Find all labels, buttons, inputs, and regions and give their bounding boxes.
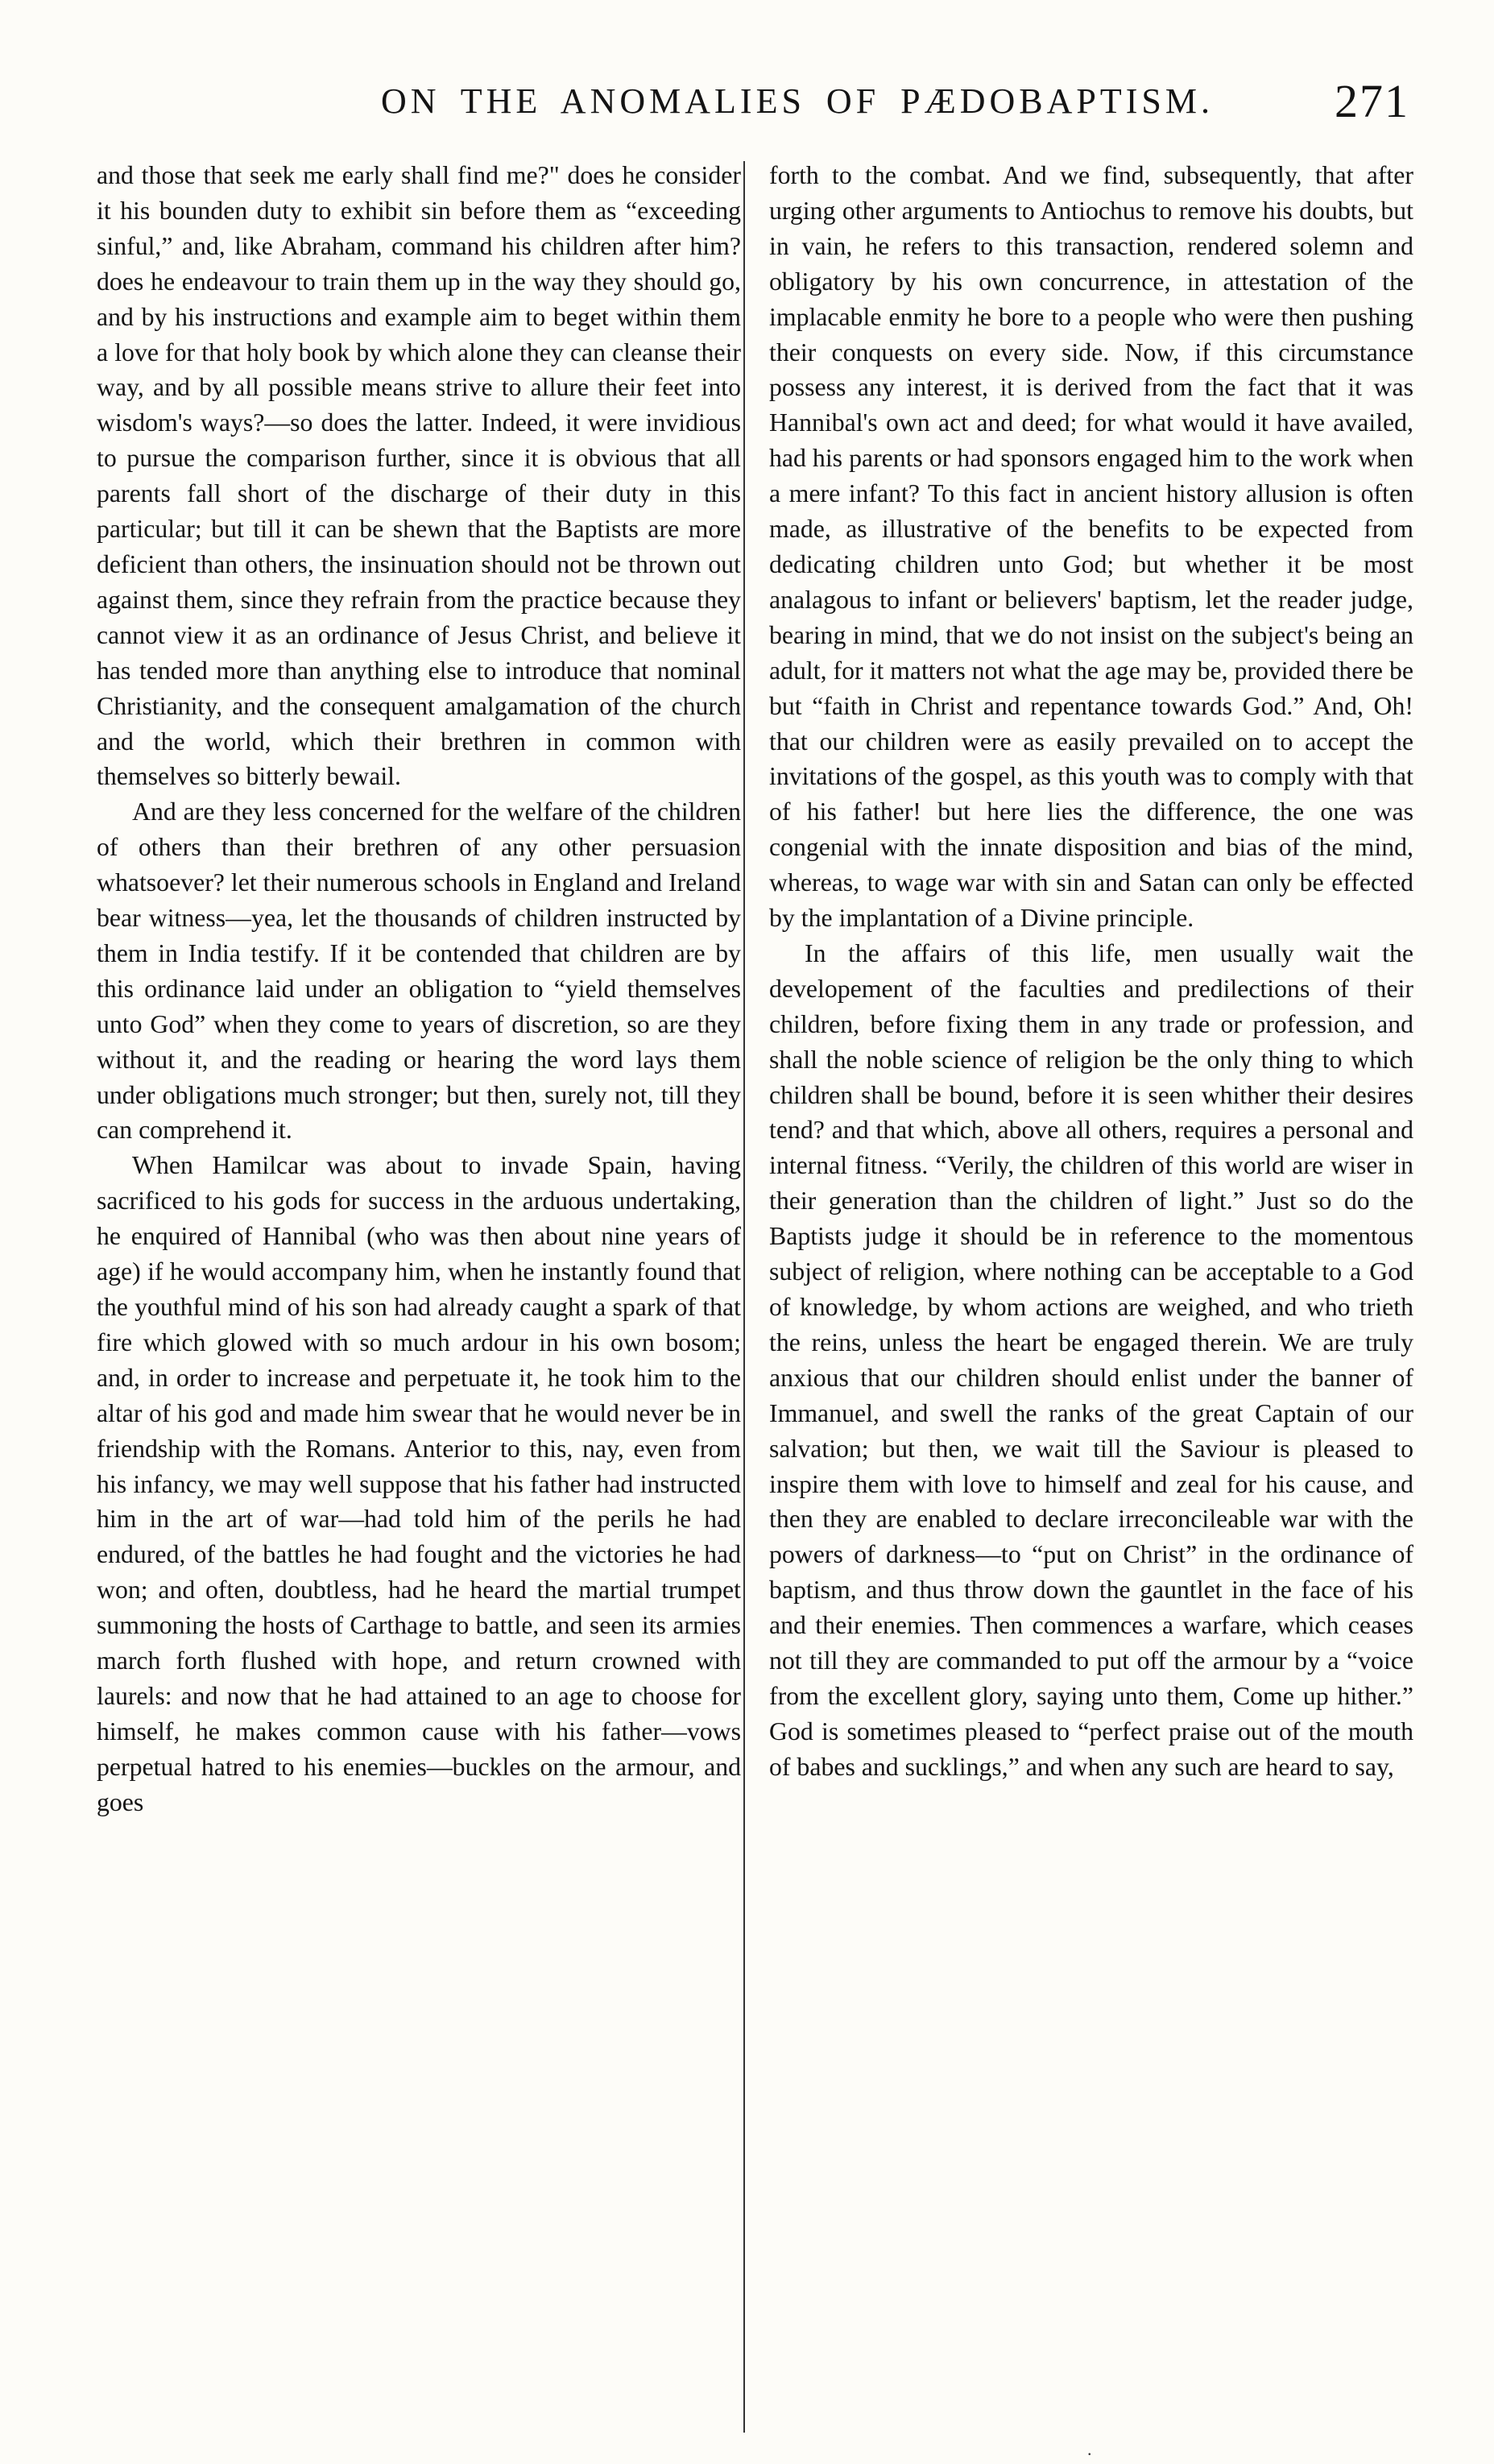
page-number: 271 (1335, 75, 1409, 127)
running-head (89, 74, 1409, 139)
column-divider (743, 161, 745, 2433)
paragraph: And are they less concerned for the welfare of the children of others than their brethren of any other persuasion whatsoever? let their numerous schools in England and Ireland bear witness—yea, let the thousands of children instructed by them in India testify. If it be contended that children are by this ordinance laid under an obligation to “yield themselves unto God” when they come to years of discretion, so are they without it, and the reading or hearing the word lays them under obligations much stronger; but then, surely not, till they can comprehend it. (97, 797, 741, 1145)
bottom-mark: . (1087, 2439, 1092, 2459)
running-title: ON THE ANOMALIES OF PÆDOBAPTISM. (380, 81, 1215, 121)
left-column (97, 158, 741, 1820)
right-column (769, 158, 1413, 1785)
paragraph: and those that seek me early shall find me?" does he consider it his bounden duty to exhibit sin before them as “exceeding sinful,” and, like Abraham, command his children after him? does he endeavour to train them up in the way they should go, and by his instructions and example aim to beget within them a love for that holy book by which alone they can cleanse their way, and by all possible means strive to allure their feet into wisdom's ways?—so does the latter. Indeed, it were invidious to pursue the comparison further, since it is obvious that all parents fall short of the discharge of their duty in this particular; but till it can be shewn that the Baptists are more deficient than others, the insinuation should not be thrown out against them, since they refrain from the practice because they cannot view it as an ordinance of Jesus Christ, and believe it has tended more than anything else to introduce that nominal Christianity, and the consequent amalgamation of the church and the world, which their brethren in common with themselves so bitterly bewail. (97, 161, 741, 791)
paragraph: When Hamilcar was about to invade Spain, having sacrificed to his gods for success in the arduous undertaking, he enquired of Hannibal (who was then about nine years of age) if he would accompany him, when he instantly found that the youthful mind of his son had already caught a spark of that fire which glowed with so much ardour in his own bosom; and, in order to increase and perpetuate it, he took him to the altar of his god and made him swear that he would never be in friendship with the Romans. Anterior to this, nay, even from his infancy, we may well suppose that his father had instructed him in the art of war—had told him of the perils he had endured, of the battles he had fought and the victories he had won; and often, doubtless, had he heard the martial trumpet summoning the hosts of Carthage to battle, and seen its armies march forth flushed with hope, and return crowned with laurels: and now that he had attained to an age to choose for himself, he makes common cause with his father—vows perpetual hatred to his enemies—buckles on the armour, and goes (97, 1151, 741, 1816)
paragraph: forth to the combat. And we find, subsequently, that after urging other arguments to Antiochus to remove his doubts, but in vain, he refers to this transaction, rendered solemn and obligatory by his own concurrence, in attestation of the implacable enmity he bore to a people who were then pushing their conquests on every side. Now, if this circumstance possess any interest, it is derived from the fact that it was Hannibal's own act and deed; for what would it have availed, had his parents or had sponsors engaged him to the work when a mere infant? To this fact in ancient history allusion is often made, as illustrative of the benefits to be expected from dedicating children unto God; but whether it be most analagous to infant or believers' baptism, let the reader judge, bearing in mind, that we do not insist on the subject's being an adult, for it matters not what the age may be, provided there be but “faith in Christ and repentance towards God.” And, Oh! that our children were as easily prevailed on to accept the invitations of the gospel, as this youth was to comply with that of his father! but here lies the difference, the one was congenial with the innate disposition and bias of the mind, whereas, to wage war with sin and Satan can only be effected by the implantation of a Divine principle. (769, 161, 1413, 933)
paragraph: In the affairs of this life, men usually wait the developement of the faculties and predilections of their children, before fixing them in any trade or profession, and shall the noble science of religion be the only thing to which children shall be bound, before it is seen whither their desires tend? and that which, above all others, requires a personal and internal fitness. “Verily, the children of this world are wiser in their generation than the children of light.” Just so do the Baptists judge it should be in reference to the momentous subject of religion, where nothing can be acceptable to a God of knowledge, by whom actions are weighed, and who trieth the reins, unless the heart be engaged therein. We are truly anxious that our children should enlist under the banner of Immanuel, and swell the ranks of the great Captain of our salvation; but then, we wait till the Saviour is pleased to inspire them with love to himself and zeal for his cause, and then they are enabled to declare irreconcileable war with the powers of darkness—to “put on Christ” in the ordinance of baptism, and thus throw down the gauntlet in the face of his and their enemies. Then commences a warfare, which ceases not till they are commanded to put off the armour by a “voice from the excellent glory, saying unto them, Come up hither.” God is sometimes pleased to “perfect praise out of the mouth of babes and sucklings,” and when any such are heard to say, (769, 938, 1413, 1781)
